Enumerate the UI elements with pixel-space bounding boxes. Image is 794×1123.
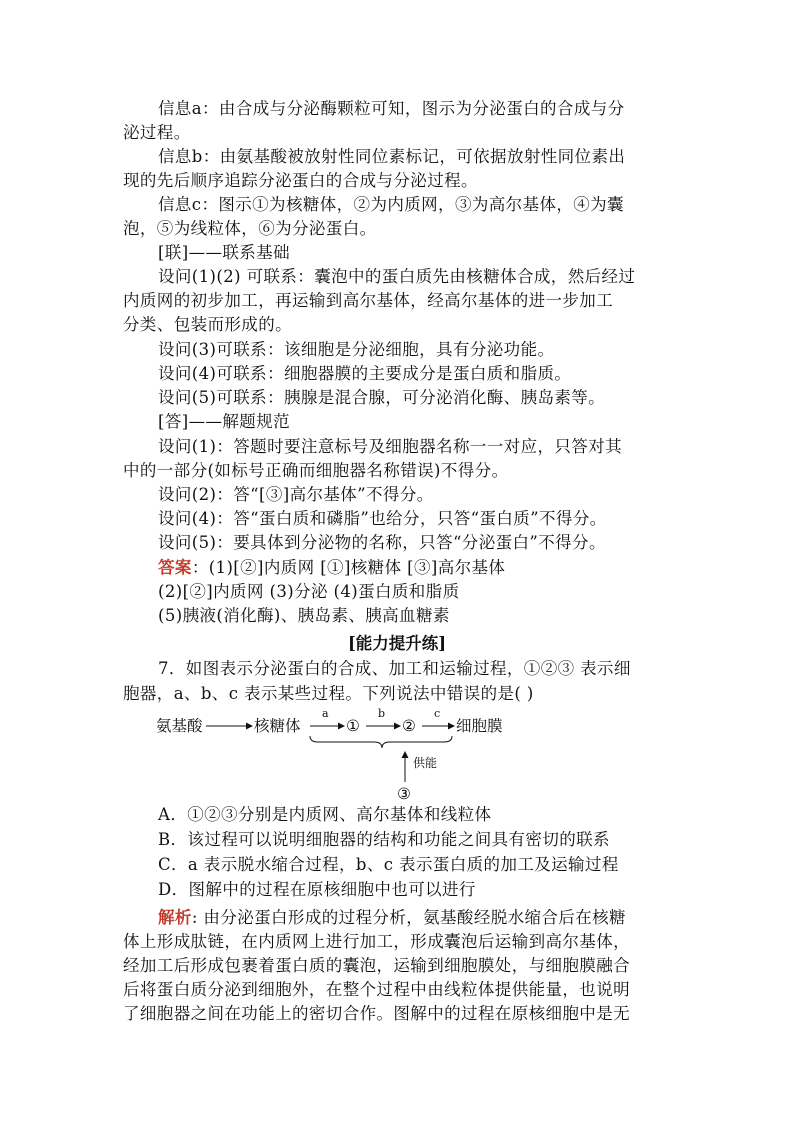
section-title: [能力提升练]: [347, 634, 447, 653]
info-c-line1: 信息c：图示①为核糖体，②为内质网，③为高尔基体，④为囊: [158, 195, 624, 214]
analysis-label: 解析: [158, 908, 192, 927]
analysis-line1: [158, 906, 626, 930]
analysis-line1-text: : 由分泌蛋白形成的过程分析，氨基酸经脱水缩合后在核糖: [191, 908, 626, 927]
label-supply-energy: 供能: [413, 756, 438, 770]
q7-option-b: B．该过程可以说明细胞器的结构和功能之间具有密切的联系: [158, 830, 610, 849]
lian-q12-line3: 分类、包装而形成的。: [123, 315, 292, 334]
process-diagram: [152, 700, 532, 812]
analysis-line3: 经加工后形成包裹着蛋白质的囊泡，运输到细胞膜处，与细胞膜融合: [123, 956, 630, 975]
lian-q3: 设问(3)可联系：该细胞是分泌细胞，具有分泌功能。: [158, 340, 555, 359]
info-a-line2: 泌过程。: [123, 123, 191, 142]
lian-q4: 设问(4)可联系：细胞器膜的主要成分是蛋白质和脂质。: [158, 364, 572, 383]
q7-stem-line1: 7．如图表示分泌蛋白的合成、加工和运输过程，①②③ 表示细: [158, 659, 631, 678]
info-b-line2: 现的先后顺序追踪分泌蛋白的合成与分泌过程。: [123, 171, 478, 190]
node-amino-acid: 氨基酸: [156, 717, 203, 735]
label-a: a: [322, 707, 329, 720]
node-1: ①: [346, 717, 360, 735]
lian-heading: [联]——联系基础: [158, 243, 290, 262]
info-c-line2: 泡，⑤为线粒体，⑥为分泌蛋白。: [123, 219, 377, 238]
q7-stem-line2: 胞器，a、b、c 表示某些过程。下列说法中错误的是( ): [123, 684, 534, 703]
answer-line1: [158, 556, 505, 580]
label-b: b: [378, 707, 386, 720]
q7-option-a: A．①②③分别是内质网、高尔基体和线粒体: [158, 805, 492, 824]
node-cell-membrane: 细胞膜: [456, 717, 503, 735]
answer-label: 答案: [158, 558, 192, 577]
da-q4: 设问(4)：答“蛋白质和磷脂”也给分，只答“蛋白质”不得分。: [158, 509, 607, 528]
da-heading: [答]——解题规范: [158, 412, 290, 431]
label-c: c: [434, 707, 441, 720]
lian-q12-line1: 设问(1)(2) 可联系：囊泡中的蛋白质先由核糖体合成，然后经过: [158, 267, 636, 286]
q7-option-c: C．a 表示脱水缩合过程，b、c 表示蛋白质的加工及运输过程: [158, 855, 619, 874]
answer-line1-text: ：(1)[②]内质网 [①]核糖体 [③]高尔基体: [191, 558, 506, 577]
da-q5: 设问(5)：要具体到分泌物的名称，只答“分泌蛋白”不得分。: [158, 533, 606, 552]
da-q2: 设问(2)：答“[③]高尔基体”不得分。: [158, 485, 434, 504]
info-a-line1: 信息a：由合成与分泌酶颗粒可知，图示为分泌蛋白的合成与分: [158, 99, 625, 118]
lian-q12-line2: 内质网的初步加工，再运输到高尔基体，经高尔基体的进一步加工: [123, 291, 614, 310]
lian-q5: 设问(5)可联系：胰腺是混合腺，可分泌消化酶、胰岛素等。: [158, 388, 606, 407]
node-ribosome: 核糖体: [254, 717, 301, 735]
node-2: ②: [402, 717, 416, 735]
analysis-line4: 后将蛋白质分泌到细胞外，在整个过程中由线粒体提供能量，也说明: [123, 980, 630, 999]
da-q1-line2: 中的一部分(如标号正确而细胞器名称错误)不得分。: [123, 461, 509, 480]
node-3: ③: [397, 785, 411, 803]
da-q1-line1: 设问(1)：答题时要注意标号及细胞器名称一一对应，只答对其: [158, 437, 622, 456]
answer-line2: (2)[②]内质网 (3)分泌 (4)蛋白质和脂质: [158, 582, 460, 601]
analysis-line2: 体上形成肽链，在内质网上进行加工，形成囊泡后运输到高尔基体，: [123, 932, 630, 951]
answer-line3: (5)胰液(消化酶)、胰岛素、胰高血糖素: [158, 606, 450, 625]
analysis-line5: 了细胞器之间在功能上的密切合作。图解中的过程在原核细胞中是无: [123, 1004, 630, 1023]
info-b-line1: 信息b：由氨基酸被放射性同位素标记，可依据放射性同位素出: [158, 147, 626, 166]
q7-option-d: D．图解中的过程在原核细胞中也可以进行: [158, 880, 476, 899]
